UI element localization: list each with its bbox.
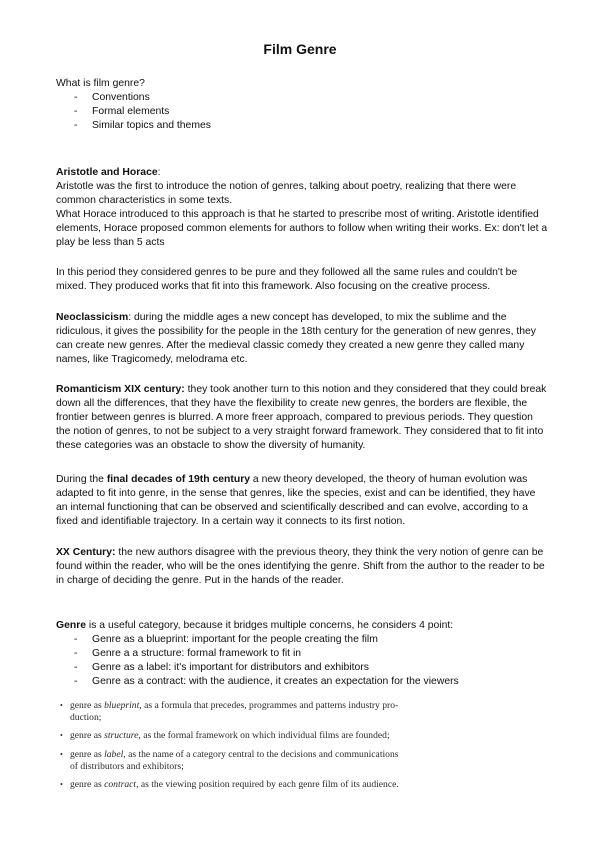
paragraph-text: the new authors disagree with the previous theory, they think the very notion of genre can be found within the reader, who will be the ones identifying the genre. Shift from the author to the reader to be in charge of deciding the genre. Put in the hands of the reader. xyxy=(56,547,545,586)
paragraph-text: During the xyxy=(56,474,107,485)
scanned-excerpt xyxy=(60,700,440,791)
paragraph xyxy=(56,311,548,367)
excerpt-text: duction; xyxy=(70,712,102,724)
twentieth-century-section xyxy=(56,546,548,588)
paragraph-text: is a useful category, because it bridges multiple concerns, he considers 4 point: xyxy=(86,620,454,631)
aristotle-heading xyxy=(56,166,548,180)
genre-section xyxy=(56,619,548,689)
excerpt-emphasis: structure xyxy=(104,730,139,742)
paragraph: In this period they considered genres to be pure and they followed all the same rules and couldn't be mixed. They produced works that fit into this framework. Also focusing on the creative process. xyxy=(56,267,518,292)
paragraph: What Horace introduced to this approach is that he started to prescribe most of writing. Aristotle identified elements, Horace proposed common elements for authors to follow when writing their works. Ex: don't let a play be less than 5 acts xyxy=(56,208,548,248)
paragraph xyxy=(56,473,548,529)
list-item: - Genre as a blueprint: important for the people creating the film xyxy=(56,633,548,647)
section-heading: Neoclassicism xyxy=(56,312,129,323)
section-heading: final decades of 19th century xyxy=(106,474,251,485)
section-heading: Genre xyxy=(56,620,87,631)
paragraph xyxy=(56,619,548,633)
intro-question: What is film genre? xyxy=(56,78,145,89)
excerpt-item xyxy=(60,730,440,742)
list-item: - Genre as a label: it's important for distributors and exhibitors xyxy=(56,661,548,675)
excerpt-text: genre as xyxy=(70,748,105,760)
list-item: - Similar topics and themes xyxy=(56,119,548,133)
excerpt-text: , as the formal framework on which individual films are founded; xyxy=(138,730,390,742)
excerpt-emphasis: contract xyxy=(104,779,137,791)
excerpt-item xyxy=(60,700,440,724)
aristotle-section xyxy=(56,166,548,249)
list-item: - Genre as a contract: with the audience, it creates an expectation for the viewers xyxy=(56,675,548,689)
intro-section xyxy=(56,77,548,133)
excerpt-emphasis: label xyxy=(104,748,124,760)
paragraph-text: they took another turn to this notion and they considered that they could break down all the differences, that they have the flexibility to create new genres, the borders are flexible, the frontier between genres is blurred. A more freer approach, compared to previous periods. They question the notion of genres, to not be subject to a very straight forward framework. They considered that to fit into these categories was an obstacle to show the diversity of humanity. xyxy=(56,384,547,451)
excerpt-text: genre as xyxy=(70,700,105,711)
list-item: - Formal elements xyxy=(56,105,548,119)
excerpt-text: genre as xyxy=(70,730,105,742)
excerpt-text: of distributors and exhibitors; xyxy=(70,760,184,772)
list-item: - Genre a a structure: formal framework to fit in xyxy=(56,647,548,661)
page-title: Film Genre xyxy=(263,41,337,57)
excerpt-item xyxy=(60,779,440,791)
purity-paragraph xyxy=(56,266,548,294)
excerpt-text: , as the name of a category central to the decisions and communications xyxy=(123,748,399,760)
paragraph xyxy=(56,383,548,453)
excerpt-text: , as the viewing position required by each genre film of its audience. xyxy=(136,779,399,791)
paragraph-text: : during the middle ages a new concept has developed, to mix the sublime and the ridiculous, it gives the possibility for the people in the 18th century for the generation of new genres, they can create new genres. After the medieval classic comedy they created a new genre they called many names, like Tragicomedy, melodrama etc. xyxy=(56,312,536,365)
genre-list xyxy=(56,633,548,689)
paragraph xyxy=(56,546,548,588)
list-item: - Conventions xyxy=(56,91,548,105)
section-heading: Romanticism XIX century: xyxy=(56,384,185,395)
nineteenth-century-section xyxy=(56,473,548,529)
romanticism-section xyxy=(56,383,548,453)
section-heading: XX Century: xyxy=(56,547,116,558)
excerpt-text: , as a formula that precedes, programmes and patterns industry pro- xyxy=(139,700,399,711)
excerpt-item xyxy=(60,749,440,773)
section-heading: Aristotle and Horace xyxy=(56,167,158,178)
heading-colon: : xyxy=(157,167,161,178)
paragraph-text: a new theory developed, the theory of human evolution was adapted to fit into genre, in the sense that genres, like the species, exist and can be identified, they have an internal functioning that can be observed and scientifically described and can evolve, according to a fixed and identifiable trajectory. In a certain way it connects to its first notion. xyxy=(56,474,536,527)
excerpt-emphasis: blueprint xyxy=(104,700,140,711)
neoclassicism-section xyxy=(56,311,548,367)
intro-list xyxy=(56,91,548,133)
excerpt-text: genre as xyxy=(70,779,105,791)
paragraph: Aristotle was the first to introduce the notion of genres, talking about poetry, realizing that there were common characteristics in some texts. xyxy=(56,180,517,206)
